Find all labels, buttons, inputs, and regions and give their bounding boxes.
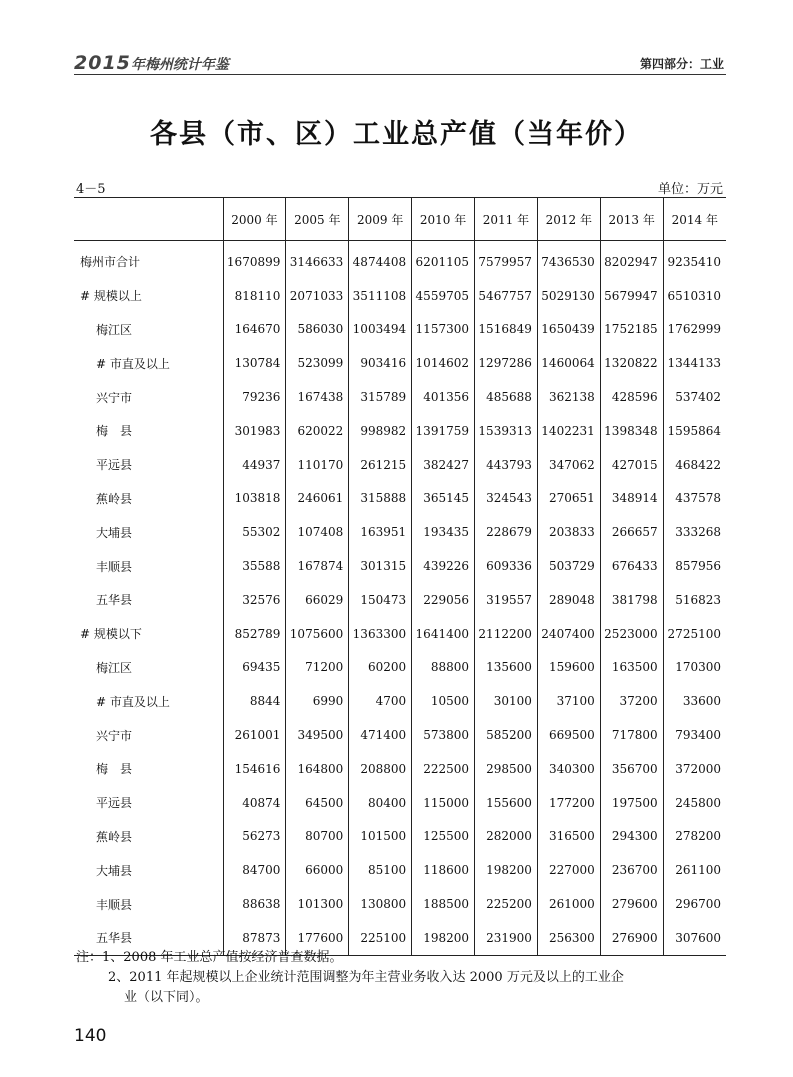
table-cell: 66000 <box>286 853 349 887</box>
table-cell: 1398348 <box>600 414 663 448</box>
row-label: 大埔县 <box>96 863 133 878</box>
table-row <box>74 448 726 482</box>
table-cell: 107408 <box>286 515 349 549</box>
table-cell: 793400 <box>663 718 726 752</box>
row-label: # 市直及以上 <box>96 356 170 371</box>
table-row <box>74 786 726 820</box>
table-cell: 159600 <box>537 651 600 685</box>
table-row <box>74 482 726 516</box>
table-cell: 3511108 <box>349 279 412 313</box>
row-label: 五华县 <box>96 593 133 608</box>
footnote-2-continued: 业（以下同）。 <box>124 990 209 1005</box>
table-cell: 79236 <box>223 380 286 414</box>
table-cell: 301315 <box>349 549 412 583</box>
table-cell: 620022 <box>286 414 349 448</box>
table-cell: 2407400 <box>537 617 600 651</box>
table-cell: 2112200 <box>475 617 538 651</box>
table-cell: 669500 <box>537 718 600 752</box>
table-cell: 135600 <box>475 651 538 685</box>
table-cell: 3146633 <box>286 241 349 279</box>
table-cell: 5679947 <box>600 279 663 313</box>
table-cell: 1391759 <box>412 414 475 448</box>
table-cell: 84700 <box>223 853 286 887</box>
row-label: # 规模以下 <box>80 627 142 642</box>
table-cell: 261100 <box>663 853 726 887</box>
table-cell: 80400 <box>349 786 412 820</box>
table-cell: 437578 <box>663 482 726 516</box>
table-cell: 523099 <box>286 346 349 380</box>
table-cell: 1650439 <box>537 313 600 347</box>
table-cell: 485688 <box>475 380 538 414</box>
table-cell: 6990 <box>286 684 349 718</box>
table-cell: 1516849 <box>475 313 538 347</box>
table-cell: 69435 <box>223 651 286 685</box>
table-cell: 428596 <box>600 380 663 414</box>
page-title: 各县（市、区）工业总产值（当年价） <box>150 119 643 150</box>
table-cell: 1297286 <box>475 346 538 380</box>
table-cell: 8202947 <box>600 241 663 279</box>
table-cell: 1595864 <box>663 414 726 448</box>
table-cell: 294300 <box>600 820 663 854</box>
column-header-year: 2009 年 <box>349 198 412 241</box>
table-cell: 163500 <box>600 651 663 685</box>
table-cell: 5467757 <box>475 279 538 313</box>
footnotes <box>76 948 731 1008</box>
table-cell: 4700 <box>349 684 412 718</box>
row-label: 梅江区 <box>96 322 133 337</box>
table-cell: 2071033 <box>286 279 349 313</box>
table-cell: 1014602 <box>412 346 475 380</box>
column-header-year: 2000 年 <box>223 198 286 241</box>
table-cell: 1363300 <box>349 617 412 651</box>
unit-label: 单位：万元 <box>657 182 723 197</box>
table-cell: 818110 <box>223 279 286 313</box>
table-cell: 35588 <box>223 549 286 583</box>
table-row <box>74 684 726 718</box>
table-cell: 150473 <box>349 583 412 617</box>
table-cell: 365145 <box>412 482 475 516</box>
table-cell: 177600 <box>286 921 349 955</box>
table-cell: 307600 <box>663 921 726 955</box>
row-label: 大埔县 <box>96 525 133 540</box>
table-cell: 130800 <box>349 887 412 921</box>
table-cell: 6510310 <box>663 279 726 313</box>
table-cell: 289048 <box>537 583 600 617</box>
table-cell: 7436530 <box>537 241 600 279</box>
table-cell: 32576 <box>223 583 286 617</box>
table-cell: 7579957 <box>475 241 538 279</box>
table-cell: 276900 <box>600 921 663 955</box>
row-label: 梅江区 <box>96 660 133 675</box>
column-header-year: 2012 年 <box>537 198 600 241</box>
table-cell: 164800 <box>286 752 349 786</box>
table-cell: 103818 <box>223 482 286 516</box>
row-label: 蕉岭县 <box>96 829 133 844</box>
table-cell: 246061 <box>286 482 349 516</box>
row-label: # 市直及以上 <box>96 694 170 709</box>
table-cell: 278200 <box>663 820 726 854</box>
table-cell: 1157300 <box>412 313 475 347</box>
row-label: 兴宁市 <box>96 728 133 743</box>
table-cell: 1003494 <box>349 313 412 347</box>
section-label: 第四部分：工业 <box>639 57 724 71</box>
table-cell: 340300 <box>537 752 600 786</box>
row-label: 丰顺县 <box>96 897 133 912</box>
table-row <box>74 279 726 313</box>
table-cell: 154616 <box>223 752 286 786</box>
row-label: 丰顺县 <box>96 559 133 574</box>
row-label: # 规模以上 <box>80 289 142 304</box>
running-header <box>74 52 724 74</box>
table-cell: 282000 <box>475 820 538 854</box>
table-row <box>74 241 726 279</box>
table-cell: 163951 <box>349 515 412 549</box>
table-cell: 60200 <box>349 651 412 685</box>
table-cell: 101500 <box>349 820 412 854</box>
table-cell: 676433 <box>600 549 663 583</box>
table-cell: 315888 <box>349 482 412 516</box>
table-cell: 8844 <box>223 684 286 718</box>
table-row <box>74 651 726 685</box>
table-cell: 2725100 <box>663 617 726 651</box>
table-cell: 118600 <box>412 853 475 887</box>
table-cell: 80700 <box>286 820 349 854</box>
table-cell: 468422 <box>663 448 726 482</box>
table-cell: 229056 <box>412 583 475 617</box>
column-header-year: 2014 年 <box>663 198 726 241</box>
yearbook-year: 2015 <box>74 52 131 74</box>
table-header-row <box>74 198 726 241</box>
table-cell: 9235410 <box>663 241 726 279</box>
table-cell: 573800 <box>412 718 475 752</box>
table-cell: 155600 <box>475 786 538 820</box>
table-cell: 227000 <box>537 853 600 887</box>
table-cell: 471400 <box>349 718 412 752</box>
table-cell: 115000 <box>412 786 475 820</box>
table-cell: 37100 <box>537 684 600 718</box>
table-cell: 372000 <box>663 752 726 786</box>
table-cell: 225200 <box>475 887 538 921</box>
table-cell: 1670899 <box>223 241 286 279</box>
table-row <box>74 515 726 549</box>
table-row <box>74 313 726 347</box>
table-cell: 537402 <box>663 380 726 414</box>
table-cell: 349500 <box>286 718 349 752</box>
table-cell: 427015 <box>600 448 663 482</box>
table-row <box>74 346 726 380</box>
table-row <box>74 853 726 887</box>
table-cell: 164670 <box>223 313 286 347</box>
header-rule <box>74 74 726 75</box>
table-cell: 717800 <box>600 718 663 752</box>
table-cell: 6201105 <box>412 241 475 279</box>
table-row <box>74 380 726 414</box>
row-label: 梅州市合计 <box>80 255 141 270</box>
table-cell: 87873 <box>223 921 286 955</box>
yearbook-title <box>74 52 229 74</box>
table-cell: 198200 <box>412 921 475 955</box>
table-cell: 1762999 <box>663 313 726 347</box>
table-cell: 348914 <box>600 482 663 516</box>
table-cell: 266657 <box>600 515 663 549</box>
table-cell: 443793 <box>475 448 538 482</box>
row-label: 兴宁市 <box>96 390 133 405</box>
table-cell: 64500 <box>286 786 349 820</box>
table-cell: 316500 <box>537 820 600 854</box>
table-cell: 10500 <box>412 684 475 718</box>
column-header-year: 2005 年 <box>286 198 349 241</box>
row-label: 五华县 <box>74 921 223 955</box>
yearbook-name: 年梅州统计年鉴 <box>130 57 229 73</box>
row-label: 平远县 <box>96 458 133 473</box>
table-cell: 315789 <box>349 380 412 414</box>
table-cell: 585200 <box>475 718 538 752</box>
table-cell: 88800 <box>412 651 475 685</box>
table-cell: 40874 <box>223 786 286 820</box>
table-cell: 4874408 <box>349 241 412 279</box>
table-row <box>74 820 726 854</box>
table-row <box>74 583 726 617</box>
table-cell: 333268 <box>663 515 726 549</box>
table-cell: 66029 <box>286 583 349 617</box>
table-cell: 197500 <box>600 786 663 820</box>
table-cell: 903416 <box>349 346 412 380</box>
table-cell: 609336 <box>475 549 538 583</box>
table-cell: 356700 <box>600 752 663 786</box>
table-cell: 37200 <box>600 684 663 718</box>
table-cell: 261215 <box>349 448 412 482</box>
table-cell: 71200 <box>286 651 349 685</box>
table-cell: 225100 <box>349 921 412 955</box>
table-cell: 503729 <box>537 549 600 583</box>
table-row <box>74 718 726 752</box>
table-cell: 301983 <box>223 414 286 448</box>
table-cell: 110170 <box>286 448 349 482</box>
table-cell: 33600 <box>663 684 726 718</box>
table-cell: 1402231 <box>537 414 600 448</box>
table-cell: 236700 <box>600 853 663 887</box>
table-row <box>74 887 726 921</box>
table-cell: 245800 <box>663 786 726 820</box>
table-cell: 1641400 <box>412 617 475 651</box>
row-label: 蕉岭县 <box>96 491 133 506</box>
row-label: 平远县 <box>96 796 133 811</box>
table-row <box>74 549 726 583</box>
table-cell: 2523000 <box>600 617 663 651</box>
table-cell: 381798 <box>600 583 663 617</box>
column-header-year: 2010 年 <box>412 198 475 241</box>
row-label: 梅 县 <box>96 424 133 439</box>
table-cell: 362138 <box>537 380 600 414</box>
table-cell: 261001 <box>223 718 286 752</box>
table-cell: 279600 <box>600 887 663 921</box>
table-cell: 30100 <box>475 684 538 718</box>
table-number: 4－5 <box>76 182 106 197</box>
table-cell: 401356 <box>412 380 475 414</box>
table-cell: 208800 <box>349 752 412 786</box>
table-cell: 852789 <box>223 617 286 651</box>
table-row <box>74 617 726 651</box>
table-cell: 347062 <box>537 448 600 482</box>
table-cell: 130784 <box>223 346 286 380</box>
table-cell: 382427 <box>412 448 475 482</box>
table-cell: 222500 <box>412 752 475 786</box>
table-cell: 1344133 <box>663 346 726 380</box>
table-cell: 85100 <box>349 853 412 887</box>
table-cell: 439226 <box>412 549 475 583</box>
table-cell: 177200 <box>537 786 600 820</box>
table-cell: 56273 <box>223 820 286 854</box>
table-cell: 256300 <box>537 921 600 955</box>
table-cell: 516823 <box>663 583 726 617</box>
table-cell: 101300 <box>286 887 349 921</box>
table-cell: 228679 <box>475 515 538 549</box>
table-cell: 170300 <box>663 651 726 685</box>
footnote-1: 注：1、2008 年工业总产值按经济普查数据。 <box>76 950 343 965</box>
table-cell: 188500 <box>412 887 475 921</box>
table-cell: 1539313 <box>475 414 538 448</box>
table-cell: 55302 <box>223 515 286 549</box>
table-body <box>74 241 726 956</box>
table-cell: 319557 <box>475 583 538 617</box>
column-header-label <box>74 198 223 241</box>
table-row <box>74 414 726 448</box>
table-cell: 44937 <box>223 448 286 482</box>
table-cell: 4559705 <box>412 279 475 313</box>
table-cell: 1752185 <box>600 313 663 347</box>
table-cell: 857956 <box>663 549 726 583</box>
row-label: 梅 县 <box>96 762 133 777</box>
table-cell: 193435 <box>412 515 475 549</box>
column-header-year: 2011 年 <box>475 198 538 241</box>
table-cell: 125500 <box>412 820 475 854</box>
table-cell: 324543 <box>475 482 538 516</box>
table-cell: 1460064 <box>537 346 600 380</box>
page-number: 140 <box>74 1026 107 1046</box>
column-header-year: 2013 年 <box>600 198 663 241</box>
table-cell: 296700 <box>663 887 726 921</box>
table-cell: 167438 <box>286 380 349 414</box>
table-row <box>74 752 726 786</box>
table-cell: 1320822 <box>600 346 663 380</box>
table-cell: 203833 <box>537 515 600 549</box>
table-cell: 167874 <box>286 549 349 583</box>
table-cell: 586030 <box>286 313 349 347</box>
table-cell: 5029130 <box>537 279 600 313</box>
data-table <box>74 197 726 956</box>
table-cell: 88638 <box>223 887 286 921</box>
table-cell: 1075600 <box>286 617 349 651</box>
table-cell: 231900 <box>475 921 538 955</box>
table-cell: 198200 <box>475 853 538 887</box>
table-cell: 261000 <box>537 887 600 921</box>
table-cell: 998982 <box>349 414 412 448</box>
table-cell: 298500 <box>475 752 538 786</box>
footnote-2: 2、2011 年起规模以上企业统计范围调整为年主营业务收入达 2000 万元及以上的工业企 <box>108 970 624 985</box>
table-cell: 270651 <box>537 482 600 516</box>
